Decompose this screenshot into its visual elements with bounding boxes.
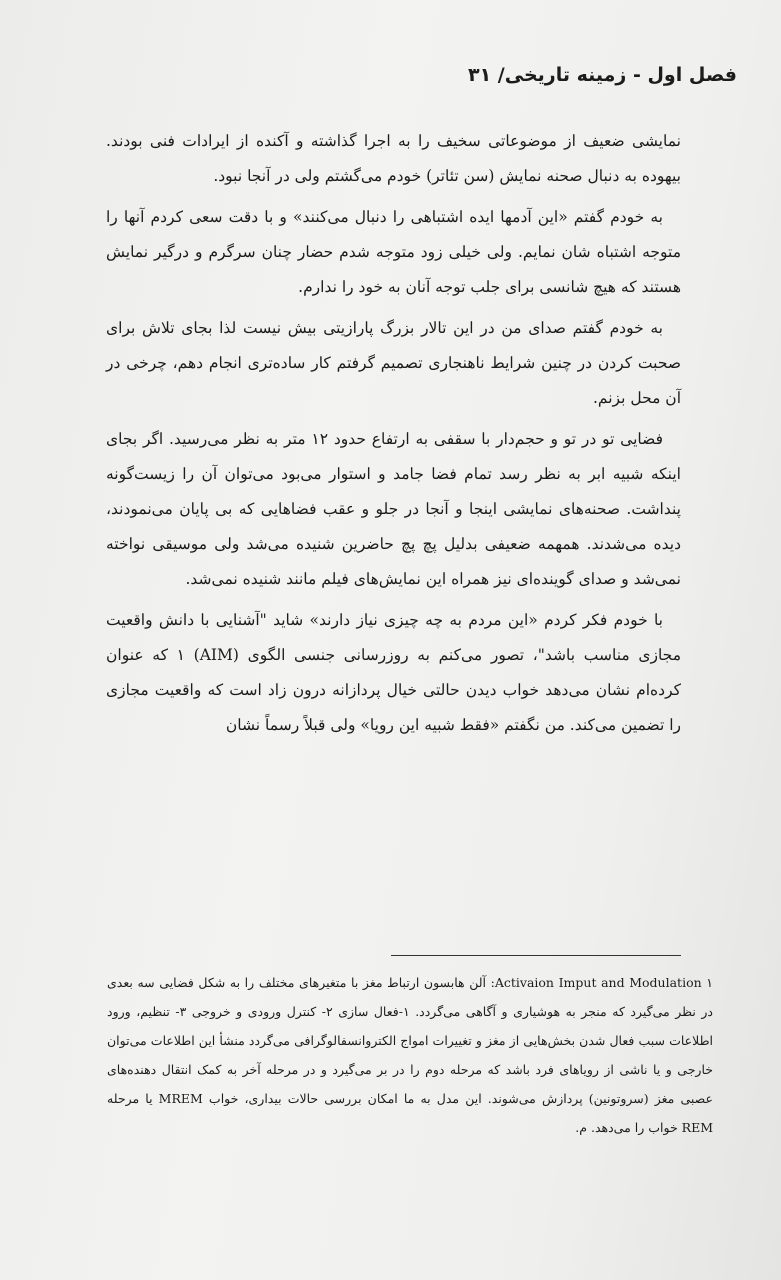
paragraph-3: به خودم گفتم صدای من در این تالار بزرگ پارازیتی بیش نیست لذا بجای تلاش برای صحبت کردن در چنین شرایط ناهنجاری تصمیم گرفتم کار ساده‌تری انجام دهم، چرخی در آن محل بزنم. xyxy=(106,319,681,407)
footnote xyxy=(107,968,713,1142)
body-text xyxy=(106,124,681,749)
paragraph-5: با خودم فکر کردم «این مردم به چه چیزی نیاز دارند» شاید "آشنایی با دانش واقعیت مجازی مناسب باشد"، تصور می‌کنم به روزرسانی جنسی الگوی (AIM) ۱ که عنوان کرده‌ام نشان می‌دهد خواب دیدن حالتی خیال پردازانه درون زاد است که واقعیت مجازی را تضمین می‌کند. من نگفتم «فقط شبیه این رویا» ولی قبلاً رسماً نشان xyxy=(106,611,681,734)
paragraph-2: به خودم گفتم «این آدمها ایده اشتباهی را دنبال می‌کنند» و با دقت سعی کردم آنها را متوجه اشتباه شان نمایم. ولی خیلی زود متوجه شدم حضار چنان سرگرم و درگیر نمایش هستند که هیچ شانسی برای جلب توجه آنان به خود را ندارم. xyxy=(106,208,681,296)
paragraph-4: فضایی تو در تو و حجم‌دار با سقفی به ارتفاع حدود ۱۲ متر به نظر می‌رسید. اگر بجای اینکه شبیه ابر به نظر رسد تمام فضا جامد و استوار می‌بود می‌توان آن را زیست‌گونه پنداشت. صحنه‌های نمایشی اینجا و آنجا در جلو و عقب فضاهایی که بی پایان می‌نمودند، دیده می‌شدند. همهمه ضعیفی بدلیل پچ پچ حاضرین شنیده می‌شد ولی موسیقی نواخته نمی‌شد و صدای گوینده‌ای نیز همراه این نمایش‌های فیلم مانند شنیده نمی‌شد. xyxy=(106,430,681,588)
footnote-text: ۱ Activaion Imput and Modulation: آلن هابسون ارتباط مغز با متغیرهای مختلف را به شکل فضایی سه بعدی در نظر می‌گیرد که منجر به هوشیاری و آگاهی می‌گردد. ۱-فعال سازی ۲- کنترل ورودی و خروجی ۳- تنظیم، ورود اطلاعات سبب فعال شدن بخش‌هایی از مغز و تغییرات امواج الکتروانسفالوگرافی می‌گردد منشأ این اطلاعات می‌توان خارجی و یا ناشی از رویاهای فرد باشد که مرحله دوم را در بر می‌گیرد و در مرحله آخر به کمک انتقال دهنده‌های عصبی مغز (سروتونین) پردازش می‌شوند. این مدل به ما امکان بررسی حالات بیداری، خواب MREM یا مرحله REM خواب را می‌دهد. م. xyxy=(107,975,714,1135)
running-header: فصل اول - زمینه تاریخی/ ۳۱ xyxy=(467,64,737,86)
footnote-divider xyxy=(391,955,681,956)
paragraph-1: نمایشی ضعیف از موضوعاتی سخیف را به اجرا گذاشته و آکنده از ایرادات فنی بودند. بیهوده به دنبال صحنه نمایش (سن تئاتر) خودم می‌گشتم ولی در آنجا نبود. xyxy=(106,132,681,185)
